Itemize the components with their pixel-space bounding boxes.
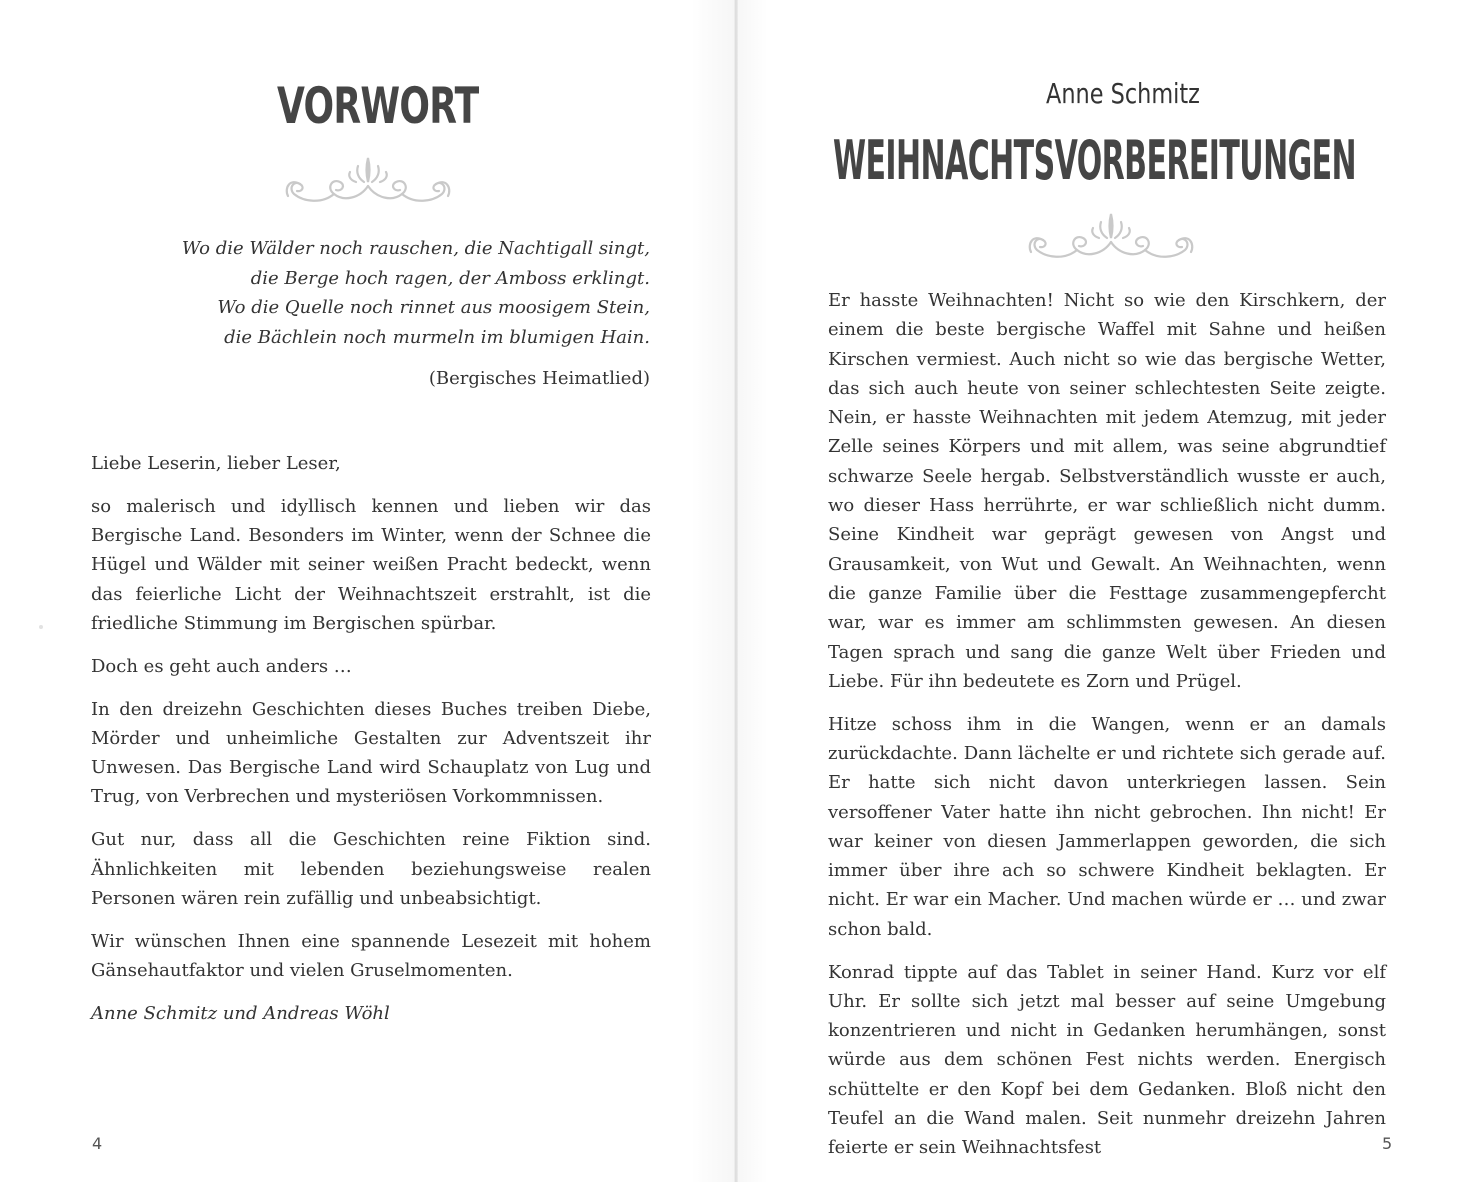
paragraph: Konrad tippte auf das Tablet in seiner Hand. Kurz vor elf Uhr. Er sollte sich jetzt mal besser auf seine Umgebung konzentrieren und nicht in Gedanken herumhängen, sonst würde aus dem schönen Fest nichts werden. Energisch schüttelte er den Kopf bei dem Gedanken. Bloß nicht den Teufel an die Wand malen. Seit nunmehr dreizehn Jahren feierte er sein Weihnachtsfest [828,961,1386,1159]
flourish-ornament-icon [280,152,456,208]
story-title: WEIHNACHTSVORBEREITUNGEN [833,129,1357,192]
paragraph: Wir wünschen Ihnen eine spannende Lesezeit mit hohem Gänsehautfaktor und vielen Gruselmomenten. [91,930,651,981]
right-page [738,0,1476,1182]
page-number: 5 [1382,1134,1393,1153]
story-author: Anne Schmitz [1046,77,1200,110]
verse-line: die Berge hoch ragen, der Amboss erklingt. [250,267,650,289]
verse-line: Wo die Wälder noch rauschen, die Nachtigall singt, [181,238,650,259]
foreword-body [91,449,651,1042]
paragraph: Hitze schoss ihm in die Wangen, wenn er an damals zurückdachte. Dann lächelte er und richtete sich gerade auf. Er hatte sich nicht davon unterkriegen lassen. Sein versoffener Vater hatte ihn nicht gebrochen. Ihn nicht! Er war keiner von diesen Jammerlappen geworden, die sich immer über ihre ach so schwere Kindheit beklagten. Er nicht. Er war ein Macher. Und machen würde er … und zwar schon bald. [828,713,1386,940]
page-title: VORWORT [277,77,479,135]
paper-speck [39,625,43,629]
paragraph: Gut nur, dass all die Geschichten reine Fiktion sind. Ähnlichkeiten mit lebenden beziehungsweise realen Personen wären rein zufällig und unbeabsichtigt. [91,829,651,909]
verse-source: (Bergisches Heimatlied) [428,368,650,389]
page-number: 4 [92,1134,103,1153]
flourish-ornament-icon [1023,208,1199,264]
verse-line: die Bächlein noch murmeln im blumigen Hain. [224,326,650,348]
verse-line: Wo die Quelle noch rinnet aus moosigem Stein, [217,297,650,318]
paragraph: In den dreizehn Geschichten dieses Buches treiben Diebe, Mörder und unheimliche Gestalten zur Adventszeit ihr Unwesen. Das Bergische Land wird Schauplatz von Lug und Trug, von Verbrechen und mysteriösen Vorkommnissen. [91,698,651,808]
paragraph: so malerisch und idyllisch kennen und lieben wir das Bergische Land. Besonders im Winter, wenn der Schnee die Hügel und Wälder mit seiner weißen Pracht bedeckt, wenn das feierliche Licht der Weihnachtszeit erstrahlt, ist die friedliche Stimmung im Bergischen spürbar. [91,495,651,634]
salutation: Liebe Leserin, lieber Leser, [91,453,341,474]
paragraph: Doch es geht auch anders … [91,655,352,677]
left-page [0,0,736,1182]
paragraph: Er hasste Weihnachten! Nicht so wie den Kirschkern, der einem die beste bergische Waffel mit Sahne und heißen Kirschen vermiest. Auch nicht so wie das bergische Wetter, das sich auch heute von seiner schlechtesten Seite zeigte. Nein, er hasste Weihnachten mit jedem Atemzug, mit jeder Zelle seines Körpers und mit allem, was seine abgrundtief schwarze Seele hergab. Selbstverständlich wusste er auch, wo dieser Hass herrührte, er war schließlich nicht dumm. Seine Kindheit war geprägt gewesen von Angst und Grausamkeit, von Wut und Gewalt. An Weihnachten, wenn die ganze Familie über die Festtage zusammengepfercht war, war es immer am schlimmsten gewesen. An diesen Tagen sprach und sang die ganze Welt über Frieden und Liebe. Für ihn bedeutete es Zorn und Prügel. [828,290,1386,692]
story-body [828,286,1386,1176]
epigraph-verse [130,234,650,394]
signature: Anne Schmitz und Andreas Wöhl [91,1002,390,1024]
